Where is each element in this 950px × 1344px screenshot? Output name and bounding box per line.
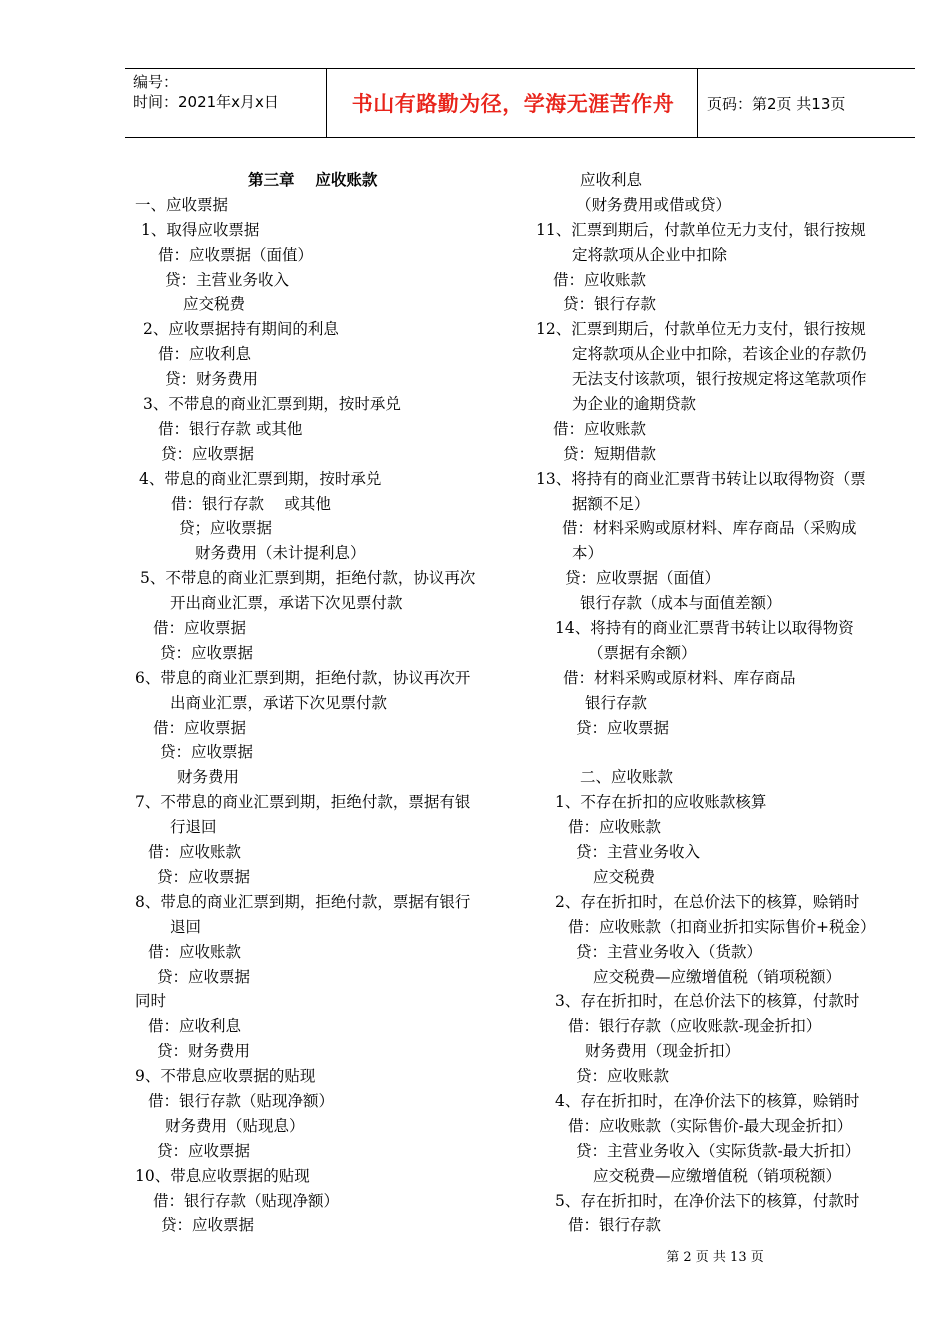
text-line: （票据有余额）: [588, 643, 697, 662]
text-line: 财务费用: [177, 768, 240, 787]
text-line: 一、应收票据: [135, 195, 229, 214]
text-line: 贷：短期借款: [563, 444, 657, 463]
text-line: 为企业的逾期贷款: [572, 395, 697, 414]
text-line: 同时: [135, 992, 167, 1011]
text-line: 借：银行存款 或其他: [158, 419, 303, 438]
header-number: 编号：: [133, 73, 179, 91]
text-line: 贷：应收票据: [160, 743, 254, 762]
text-line: 银行存款（成本与面值差额）: [580, 594, 782, 613]
text-line: 1、取得应收票据: [141, 220, 260, 239]
text-line: 贷：应收票据: [157, 1141, 251, 1160]
text-line: 据额不足）: [572, 494, 650, 513]
text-line: 借：应收票据: [153, 718, 247, 737]
text-line: 贷：应收票据: [157, 867, 251, 886]
text-line: 银行存款: [585, 693, 648, 712]
text-line: 借：应收账款: [568, 818, 662, 837]
text-line: 应交税费: [593, 867, 656, 886]
text-line: 贷：主营业务收入: [576, 843, 701, 862]
text-line: 借：应收账款: [148, 942, 242, 961]
text-line: 定将款项从企业中扣除: [572, 245, 728, 264]
chapter-title: 第三章 应收账款: [248, 170, 378, 189]
text-line: 借：银行存款（贴现净额）: [148, 1091, 335, 1110]
text-line: 14、将持有的商业汇票背书转让以取得物资: [555, 619, 854, 638]
text-line: 3、不带息的商业汇票到期，按时承兑: [143, 395, 401, 414]
text-line: 贷：应收账款: [576, 1067, 670, 1086]
text-line: 9、不带息应收票据的贴现: [135, 1067, 316, 1086]
text-line: 借：应收利息: [158, 345, 252, 364]
text-line: 贷：应收票据: [161, 1216, 255, 1235]
header-page-number: 页码：第2页 共13页: [707, 94, 846, 113]
text-line: 无法支付该款项，银行按规定将这笔款项作: [572, 370, 867, 389]
text-line: 借：应收账款: [553, 270, 647, 289]
text-line: 4、带息的商业汇票到期，按时承兑: [139, 469, 382, 488]
header-motto: 书山有路勤为径，学海无涯苦作舟: [351, 91, 675, 116]
text-line: 借：银行存款（贴现净额）: [153, 1191, 340, 1210]
text-line: 财务费用（贴现息）: [165, 1116, 305, 1135]
text-line: 退回: [170, 917, 202, 936]
text-line: 贷：主营业务收入: [165, 270, 290, 289]
text-line: 应交税费: [183, 295, 246, 314]
text-line: 贷：应收票据（面值）: [565, 569, 721, 588]
text-line: 财务费用（未计提利息）: [195, 544, 366, 563]
text-line: 3、存在折扣时，在总价法下的核算，付款时: [555, 992, 860, 1011]
text-line: 贷：银行存款: [563, 295, 657, 314]
text-line: 11、汇票到期后，付款单位无力支付，银行按规: [536, 220, 866, 239]
text-line: 借：银行存款（应收账款-现金折扣）: [568, 1017, 822, 1036]
text-line: 5、存在折扣时，在净价法下的核算，付款时: [555, 1191, 860, 1210]
page-footer: 第 2 页 共 13 页: [666, 1250, 764, 1265]
text-line: 财务费用（现金折扣）: [585, 1042, 741, 1061]
text-line: 1、不存在折扣的应收账款核算: [555, 793, 767, 812]
text-line: 贷：财务费用: [157, 1042, 251, 1061]
text-line: 4、存在折扣时，在净价法下的核算，赊销时: [555, 1091, 860, 1110]
header-time: 时间：2021年x月x日: [133, 93, 279, 111]
text-line: 借：应收账款（实际售价-最大现金折扣）: [568, 1116, 853, 1135]
text-line: 贷：财务费用: [165, 370, 259, 389]
text-line: 贷：主营业务收入（实际货款-最大折扣）: [576, 1141, 861, 1160]
text-line: 2、存在折扣时，在总价法下的核算，赊销时: [555, 892, 860, 911]
text-line: （财务费用或借或贷）: [576, 195, 732, 214]
text-line: 定将款项从企业中扣除，若该企业的存款仍: [572, 345, 867, 364]
text-line: [530, 740, 915, 765]
text-line: 借：材料采购或原材料、库存商品（采购成: [562, 519, 857, 538]
text-line: 借：应收账款（扣商业折扣实际售价+税金）: [568, 917, 876, 936]
text-line: 贷：主营业务收入（货款）: [576, 942, 763, 961]
text-line: 贷：应收票据: [161, 444, 255, 463]
text-line: 借：银行存款 或其他: [171, 494, 331, 513]
text-line: 应交税费—应缴增值税（销项税额）: [593, 1166, 842, 1185]
text-line: 贷；应收票据: [179, 519, 273, 538]
text-line: 应收利息: [580, 171, 643, 189]
text-line: 出商业汇票，承诺下次见票付款: [170, 693, 388, 712]
text-line: 借：应收账款: [553, 419, 647, 438]
text-line: 8、带息的商业汇票到期，拒绝付款，票据有银行: [135, 892, 471, 911]
text-line: 应交税费—应缴增值税（销项税额）: [593, 967, 842, 986]
text-line: 5、不带息的商业汇票到期，拒绝付款，协议再次: [140, 569, 476, 588]
text-line: 2、应收票据持有期间的利息: [143, 320, 339, 339]
text-line: 13、将持有的商业汇票背书转让以取得物资（票: [536, 469, 866, 488]
text-line: 本）: [572, 544, 604, 563]
text-line: 12、汇票到期后，付款单位无力支付，银行按规: [536, 320, 866, 339]
text-line: 开出商业汇票，承诺下次见票付款: [170, 594, 403, 613]
text-line: 7、不带息的商业汇票到期，拒绝付款，票据有银: [135, 793, 471, 812]
header-meta: [133, 72, 328, 112]
text-line: 借：材料采购或原材料、库存商品: [563, 668, 796, 687]
text-line: 借：应收利息: [148, 1017, 242, 1036]
text-line: 二、应收账款: [580, 768, 674, 787]
text-line: 10、带息应收票据的贴现: [135, 1166, 310, 1185]
text-line: 行退回: [170, 818, 217, 837]
page-header: [125, 68, 915, 138]
text-line: 借：应收票据: [153, 619, 247, 638]
text-line: 贷：应收票据: [157, 967, 251, 986]
right-column: [530, 168, 915, 1238]
text-line: 借：应收账款: [148, 843, 242, 862]
text-line: 贷：应收票据: [576, 718, 670, 737]
text-line: 6、带息的商业汇票到期，拒绝付款，协议再次开: [135, 668, 471, 687]
text-line: 借：应收票据（面值）: [158, 245, 314, 264]
text-line: 贷：应收票据: [160, 643, 254, 662]
left-column: [125, 168, 510, 1238]
text-line: 借：银行存款: [568, 1216, 662, 1235]
